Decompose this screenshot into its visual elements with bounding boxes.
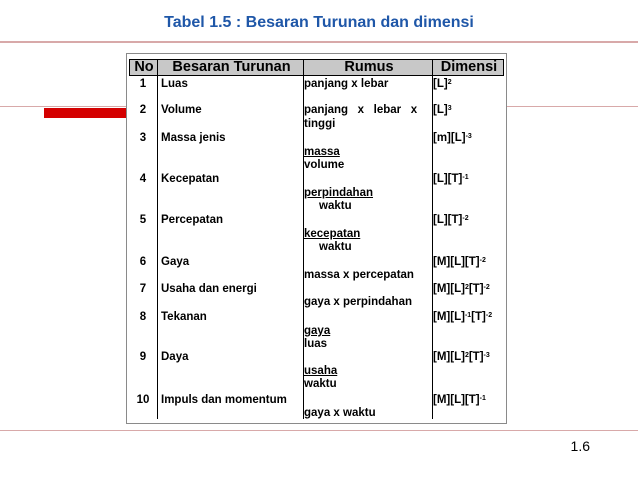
formula-denominator: waktu <box>319 200 352 212</box>
quantity-name: Usaha dan energi <box>161 283 257 295</box>
quantity-name: Luas <box>161 78 188 90</box>
dimension: $[L][T]^{-2}$ <box>433 214 469 226</box>
formula-numerator: massa <box>304 146 340 158</box>
formula-denominator: waktu <box>319 241 352 253</box>
formula: gaya x waktu <box>304 407 376 419</box>
formula: gaya x perpindahan <box>304 296 413 308</box>
quantity-name: Daya <box>161 351 189 363</box>
formula-denominator: luas <box>304 338 328 350</box>
formula: panjang x lebar x <box>304 104 418 116</box>
dimension: $[M][L]^{-1}[T]^{-2}$ <box>433 311 493 323</box>
row-number: 6 <box>139 256 147 268</box>
dimension: $[m][L]^{-3}$ <box>433 132 472 144</box>
dimension: $[L]^2$ <box>433 78 452 90</box>
decorative-line-top <box>0 41 638 43</box>
dimension: $[L]^3$ <box>433 104 452 116</box>
row-number: 1 <box>139 78 147 90</box>
row-number: 8 <box>139 311 147 323</box>
header-besaran: Besaran Turunan <box>172 59 291 75</box>
header-no: No <box>134 59 154 75</box>
quantity-name: Percepatan <box>161 214 224 226</box>
page-number: 1.6 <box>570 438 590 454</box>
dimension: $[M][L][T]^{-2}$ <box>433 256 486 268</box>
row-number: 2 <box>139 104 147 116</box>
formula-denominator: waktu <box>304 378 337 390</box>
formula-numerator: gaya <box>304 325 331 337</box>
dimension: $[M][L][T]^{-1}$ <box>433 394 486 406</box>
row-number: 9 <box>139 351 147 363</box>
header-dimensi: Dimensi <box>440 59 498 75</box>
formula-denominator: volume <box>304 159 345 171</box>
row-number: 4 <box>139 173 147 185</box>
table-header-row <box>129 59 504 76</box>
row-number: 10 <box>136 394 150 406</box>
quantity-name: Kecepatan <box>161 173 220 185</box>
formula-numerator: usaha <box>304 365 338 377</box>
header-rumus: Rumus <box>344 59 394 75</box>
formula: panjang x lebar <box>304 78 389 90</box>
quantity-name: Massa jenis <box>161 132 226 144</box>
formula: massa x percepatan <box>304 269 414 281</box>
column-divider <box>157 59 158 419</box>
accent-red-bar <box>44 108 130 118</box>
dimension: $[M][L]^2[T]^{-3}$ <box>433 351 490 363</box>
formula-numerator: kecepatan <box>304 228 361 240</box>
formula-continued: tinggi <box>304 118 336 130</box>
quantity-name: Volume <box>161 104 202 116</box>
row-number: 5 <box>139 214 147 226</box>
row-number: 7 <box>139 283 147 295</box>
row-number: 3 <box>139 132 147 144</box>
dimension: $[M][L]^2[T]^{-2}$ <box>433 283 490 295</box>
derived-quantities-table <box>126 53 507 424</box>
quantity-name: Gaya <box>161 256 190 268</box>
decorative-line-bottom <box>0 430 638 431</box>
quantity-name: Impuls dan momentum <box>161 394 287 406</box>
formula-numerator: perpindahan <box>304 187 374 199</box>
dimension: $[L][T]^{-1}$ <box>433 173 469 185</box>
slide-title: Tabel 1.5 : Besaran Turunan dan dimensi <box>164 14 474 31</box>
quantity-name: Tekanan <box>161 311 207 323</box>
